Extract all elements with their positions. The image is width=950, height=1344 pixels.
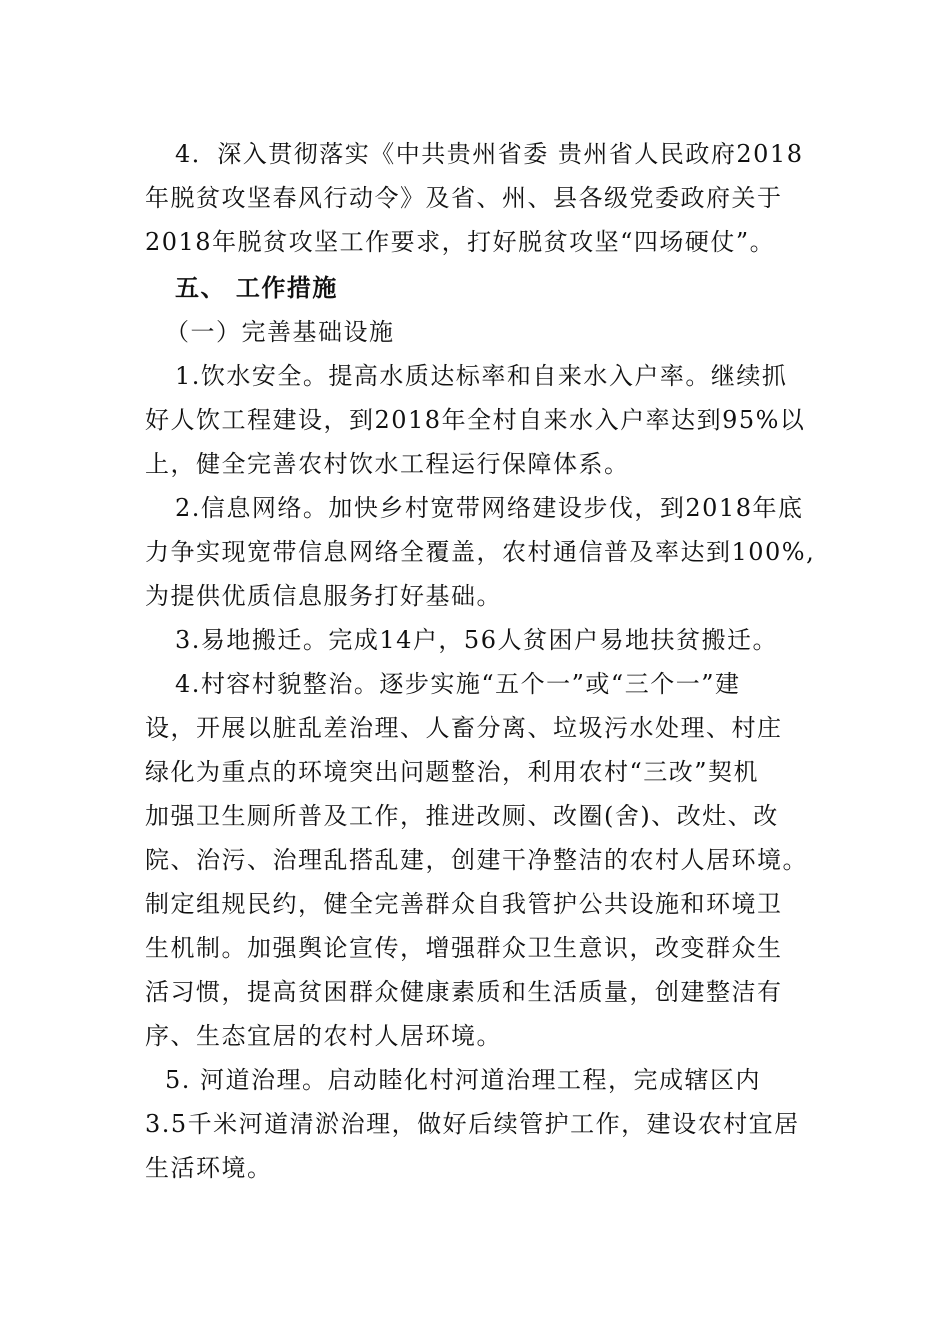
item-1-drinking-water <box>145 354 810 486</box>
text-line: 4.村容村貌整治。逐步实施“五个一”或“三个一”建 <box>175 670 741 698</box>
text-line: 制定组规民约，健全完善群众自我管护公共设施和环境卫 <box>145 890 783 918</box>
text-line: 活习惯，提高贫困群众健康素质和生活质量，创建整洁有 <box>145 978 783 1006</box>
text-line: 5. 河道治理。启动睦化村河道治理工程，完成辖区内 <box>165 1066 762 1094</box>
subsection-heading: （一）完善基础设施 <box>165 318 395 346</box>
text-line: 好人饮工程建设，到2018年全村自来水入户率达到95%以 <box>145 406 806 434</box>
text-line: 2018年脱贫攻坚工作要求，打好脱贫攻坚“四场硬仗”。 <box>145 228 776 256</box>
item-5-river-management <box>145 1058 810 1190</box>
item-4-village-improvement <box>145 662 810 1058</box>
text-line: 序、生态宜居的农村人居环境。 <box>145 1022 502 1050</box>
text-line: 设，开展以脏乱差治理、人畜分离、垃圾污水处理、村庄 <box>145 714 783 742</box>
text-line: 力争实现宽带信息网络全覆盖，农村通信普及率达到100%, <box>145 538 816 566</box>
text-line: 绿化为重点的环境突出问题整治，利用农村“三改”契机 <box>145 758 760 786</box>
section-heading: 五、 工作措施 <box>175 274 338 302</box>
item-3-relocation <box>145 618 810 662</box>
document-page <box>145 132 816 1190</box>
paragraph-4 <box>145 132 810 264</box>
text-line: 3.易地搬迁。完成14户，56人贫困户易地扶贫搬迁。 <box>175 626 778 654</box>
text-line: 上，健全完善农村饮水工程运行保障体系。 <box>145 450 630 478</box>
text-line: 3.5千米河道清淤治理，做好后续管护工作，建设农村宜居 <box>145 1110 800 1138</box>
item-2-information-network <box>145 486 816 618</box>
text-line: 年脱贫攻坚春风行动令》及省、州、县各级党委政府关于 <box>145 184 783 212</box>
text-line: 2.信息网络。加快乡村宽带网络建设步伐，到2018年底 <box>175 494 804 522</box>
text-line: 4．深入贯彻落实《中共贵州省委 贵州省人民政府2018 <box>175 140 804 168</box>
text-line: 生活环境。 <box>145 1154 273 1182</box>
text-line: 1.饮水安全。提高水质达标率和自来水入户率。继续抓 <box>175 362 788 390</box>
text-line: 生机制。加强舆论宣传，增强群众卫生意识，改变群众生 <box>145 934 783 962</box>
text-line: 加强卫生厕所普及工作，推进改厕、改圈(舍)、改灶、改 <box>145 802 779 830</box>
text-line: 为提供优质信息服务打好基础。 <box>145 582 502 610</box>
text-line: 院、治污、治理乱搭乱建，创建干净整洁的农村人居环境。 <box>145 846 808 874</box>
